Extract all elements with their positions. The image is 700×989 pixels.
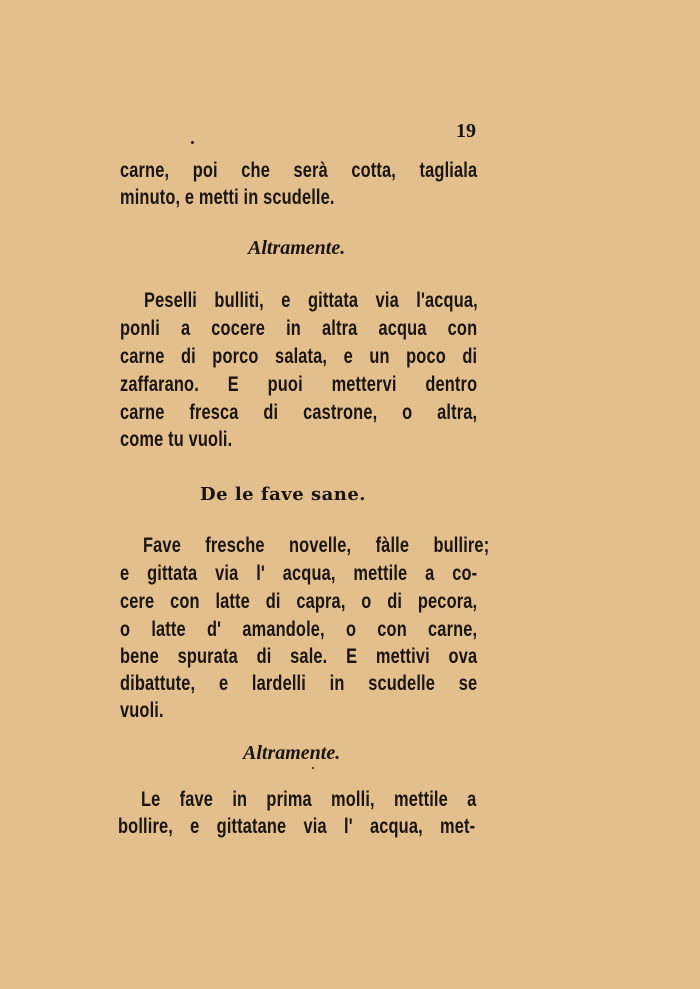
section-heading-fave-sane: De le fave sane. <box>200 484 367 505</box>
paragraph-4-line: bollire, e gittatane via l' acqua, met- <box>118 815 476 838</box>
paragraph-1-line: carne, poi che serà cotta, tagliala <box>120 159 478 182</box>
paragraph-4-line: Le fave in prima molli, mettile a <box>141 788 477 811</box>
paragraph-3-line: cere con latte di capra, o di pecora, <box>120 590 478 613</box>
paragraph-2-line: carne di porco salata, e un poco di <box>120 345 478 368</box>
paragraph-2-line: zaffarano. E puoi mettervi dentro <box>120 373 478 396</box>
paragraph-3-line: Fave fresche novelle, fàlle bullire; <box>143 534 490 557</box>
paragraph-2-line: come tu vuoli. <box>120 428 233 451</box>
paragraph-2-line: Peselli bulliti, e gittata via l'acqua, <box>144 289 478 312</box>
paragraph-2-line: carne fresca di castrone, o altra, <box>120 401 478 424</box>
paragraph-3-line: bene spurata di sale. E mettivi ova <box>120 645 478 668</box>
paragraph-3-line: o latte d' amandole, o con carne, <box>120 618 478 641</box>
page-number: 19 <box>456 120 476 142</box>
paragraph-3-line: vuoli. <box>120 699 164 722</box>
print-speck <box>191 141 194 144</box>
paragraph-3-line: e gittata via l' acqua, mettile a co- <box>120 562 478 585</box>
print-speck <box>312 767 314 769</box>
paragraph-1-line: minuto, e metti in scudelle. <box>120 186 335 209</box>
section-heading-altramente-1: Altramente. <box>248 237 346 259</box>
paragraph-2-line: ponli a cocere in altra acqua con <box>120 317 478 340</box>
paragraph-3-line: dibattute, e lardelli in scudelle se <box>120 672 478 695</box>
section-heading-altramente-2: Altramente. <box>243 742 341 764</box>
